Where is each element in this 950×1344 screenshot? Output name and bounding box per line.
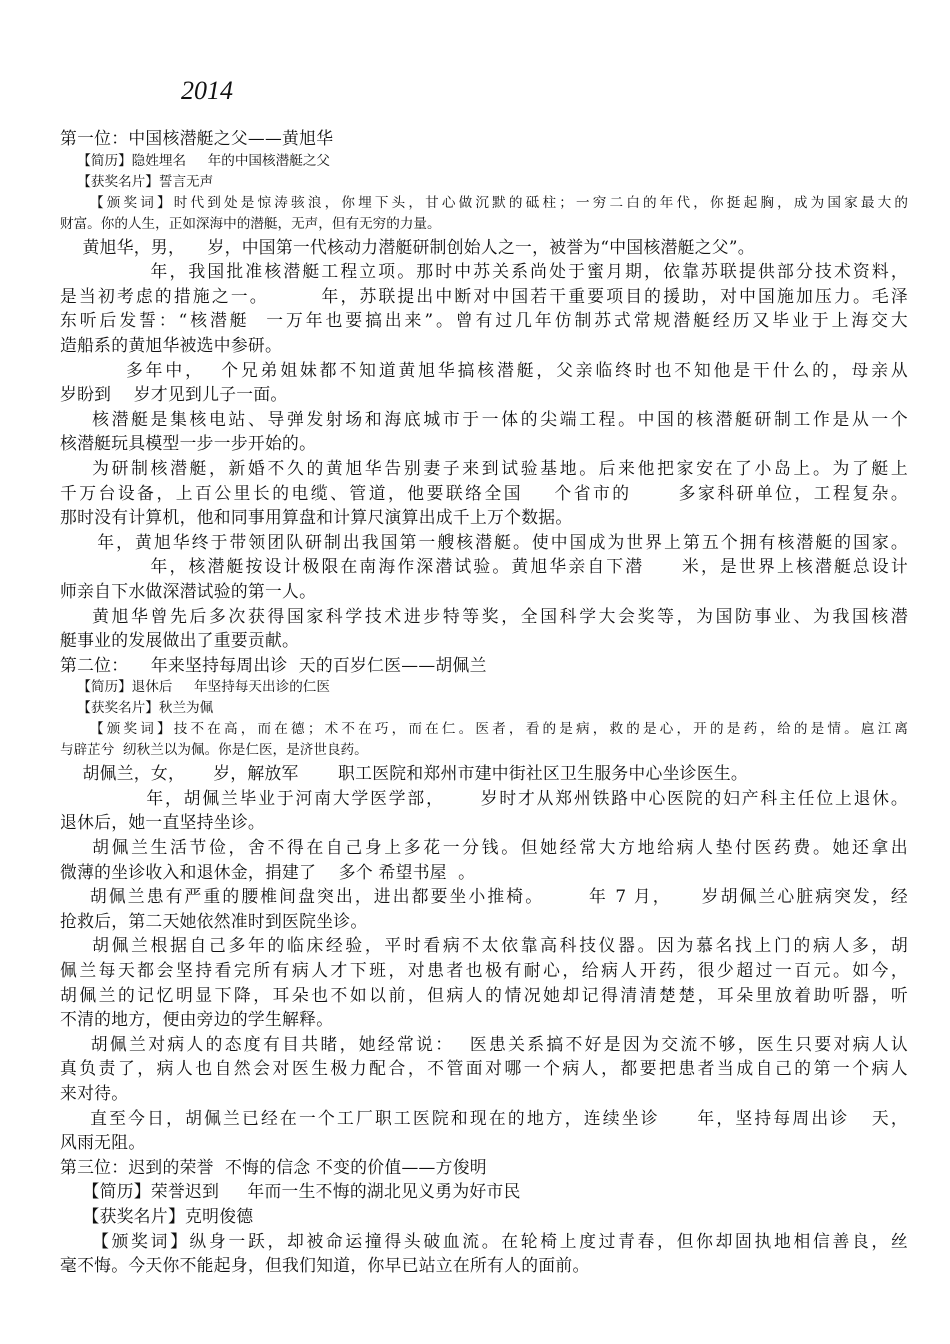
text-line: 核潜艇玩具模型一步一步开始的。 — [60, 433, 317, 454]
text-line: 第二位： 年来坚持每周出诊 天的百岁仁医——胡佩兰 — [60, 654, 487, 675]
text-line: 【简历】退休后 年坚持每天出诊的仁医 — [60, 679, 330, 696]
text-line: 年，胡佩兰毕业于河南大学医学部， 岁时才从郑州铁路中心医院的妇产科主任位上退休。 — [60, 787, 908, 808]
text-line: 年，核潜艇按设计极限在南海作深潜试验。黄旭华亲自下潜 米，是世界上核潜艇总设计 — [60, 556, 908, 577]
text-line: 退休后，她一直坚持坐诊。 — [60, 812, 265, 833]
text-line: 为研制核潜艇，新婚不久的黄旭华告别妻子来到试验基地。后来他把家安在了小岛上。为了艇上 — [60, 457, 908, 478]
text-line: 胡佩兰，女， 岁，解放军 职工医院和郑州市建中街社区卫生服务中心坐诊医生。 — [60, 763, 748, 784]
text-line: 胡佩兰生活节俭，舍不得在自己身上多花一分钱。但她经常大方地给病人垫付医药费。她还拿出 — [60, 837, 908, 858]
text-line: 第三位：迟到的荣誉 不悔的信念 不变的价值——方俊明 — [60, 1156, 487, 1177]
text-line: 黄旭华，男， 岁，中国第一代核动力潜艇研制创始人之一，被誉为“中国核潜艇之父”。 — [60, 236, 755, 257]
text-line: 【颁奖词】时代到处是惊涛骇浪，你埋下头，甘心做沉默的砥柱；一穷二白的年代，你挺起胸，成为国家最大的 — [60, 194, 908, 211]
text-line: 毫不悔。今天你不能起身，但我们知道，你早已站立在所有人的面前。 — [60, 1255, 590, 1276]
text-line: 财富。你的人生，正如深海中的潜艇，无声，但有无穷的力量。 — [60, 215, 441, 232]
text-line: 微薄的坐诊收入和退休金，捐建了 多个 希望书屋 。 — [60, 861, 476, 882]
text-line: 艇事业的发展做出了重要贡献。 — [60, 630, 300, 651]
text-line: 抢救后，第二天她依然准时到医院坐诊。 — [60, 910, 368, 931]
text-line: 胡佩兰患有严重的腰椎间盘突出，进出都要坐小推椅。 年 7 月， 岁胡佩兰心脏病突发，经 — [60, 886, 908, 907]
text-line: 胡佩兰根据自己多年的临床经验，平时看病不太依靠高科技仪器。因为慕名找上门的病人多，胡 — [60, 935, 908, 956]
text-line: 年，黄旭华终于带领团队研制出我国第一艘核潜艇。使中国成为世界上第五个拥有核潜艇的国家。 — [60, 531, 908, 552]
text-line: 核潜艇是集核电站、导弹发射场和海底城市于一体的尖端工程。中国的核潜艇研制工作是从一个 — [60, 408, 908, 429]
document-body — [60, 126, 908, 1278]
text-line: 年，我国批准核潜艇工程立项。那时中苏关系尚处于蜜月期，依靠苏联提供部分技术资料， — [60, 261, 908, 282]
text-line: 东听后发誓：“核潜艇 一万年也要搞出来”。曾有过几年仿制苏式常规潜艇经历又毕业于上海交大 — [60, 310, 908, 331]
text-line: 【简历】隐姓埋名 年的中国核潜艇之父 — [60, 152, 330, 169]
text-line: 千万台设备，上百公里长的电缆、管道，他要联络全国 个省市的 多家科研单位，工程复杂。 — [60, 482, 908, 503]
text-line: 多年中， 个兄弟姐妹都不知道黄旭华搞核潜艇，父亲临终时也不知他是干什么的，母亲从 — [60, 359, 908, 380]
text-line: 佩兰每天都会坚持看完所有病人才下班，对患者也极有耐心，给病人开药，很少超过一百元。如今， — [60, 960, 908, 981]
text-line: 与辟芷兮 纫秋兰以为佩。你是仁医，是济世良药。 — [60, 742, 368, 759]
text-line: 【获奖名片】誓言无声 — [60, 173, 214, 190]
document-year: 2014 — [181, 76, 233, 105]
text-line: 黄旭华曾先后多次获得国家科学技术进步特等奖，全国科学大会奖等，为国防事业、为我国核潜 — [60, 605, 908, 626]
text-line: 【获奖名片】克明俊德 — [60, 1205, 254, 1226]
text-line: 直至今日，胡佩兰已经在一个工厂职工医院和现在的地方，连续坐诊 年，坚持每周出诊 天， — [60, 1107, 908, 1128]
text-line: 造船系的黄旭华被选中参研。 — [60, 334, 283, 355]
text-line: 风雨无阻。 — [60, 1132, 146, 1153]
text-line: 是当初考虑的措施之一。 年，苏联提出中断对中国若干重要项目的援助，对中国施加压力。毛泽 — [60, 285, 908, 306]
text-line: 【颁奖词】纵身一跃，却被命运撞得头破血流。在轮椅上度过青春，但你却固执地相信善良，丝 — [60, 1230, 908, 1251]
text-line: 胡佩兰对病人的态度有目共睹，她经常说： 医患关系搞不好是因为交流不够，医生只要对病人认 — [60, 1033, 908, 1054]
text-line: 第一位：中国核潜艇之父——黄旭华 — [60, 128, 334, 148]
text-line: 师亲自下水做深潜试验的第一人。 — [60, 580, 317, 601]
text-line: 真负责了，病人也自然会对医生极力配合，不管面对哪一个病人，都要把患者当成自己的第一个病人 — [60, 1058, 908, 1079]
text-line: 【简历】荣誉迟到 年而一生不悔的湖北见义勇为好市民 — [60, 1181, 521, 1202]
text-line: 岁盼到 岁才见到儿子一面。 — [60, 384, 288, 405]
text-line: 【获奖名片】秋兰为佩 — [60, 700, 214, 717]
text-line: 【颁奖词】技不在高，而在德；术不在巧，而在仁。医者，看的是病，救的是心，开的是药，给的是情。扈江离 — [60, 721, 908, 738]
text-line: 来对待。 — [60, 1083, 129, 1103]
text-line: 不清的地方，便由旁边的学生解释。 — [60, 1009, 334, 1030]
text-line: 那时没有计算机，他和同事用算盘和计算尺演算出成千上万个数据。 — [60, 507, 573, 528]
text-line: 胡佩兰的记忆明显下降，耳朵也不如以前，但病人的情况她却记得清清楚楚，耳朵里放着助听器，听 — [60, 984, 908, 1005]
